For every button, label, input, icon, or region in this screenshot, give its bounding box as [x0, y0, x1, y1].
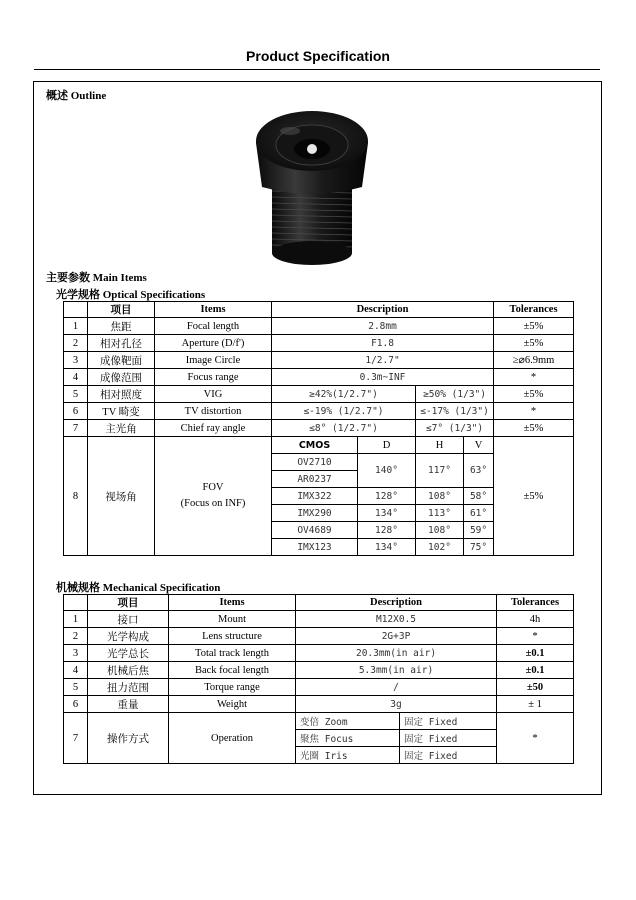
optical-spec-table: [63, 301, 574, 556]
fov-v-value: 61°: [464, 505, 494, 522]
row-tolerance: ±5%: [494, 335, 574, 352]
row-cn: 光学总长: [88, 645, 169, 662]
fov-h-value: 108°: [416, 522, 464, 539]
row-item: VIG: [155, 386, 272, 403]
row-number: 1: [64, 318, 88, 335]
header-items: Items: [169, 595, 296, 611]
row-description: 3g: [296, 696, 497, 713]
operation-value: 固定 Fixed: [400, 713, 497, 730]
operation-name: 变倍 Zoom: [296, 713, 400, 730]
row-number: 7: [64, 713, 88, 764]
row-item: Torque range: [169, 679, 296, 696]
fov-item-cell: [155, 437, 272, 556]
fov-sensor: OV2710: [272, 454, 358, 471]
row-tolerance: *: [497, 713, 574, 764]
table-header-row: [64, 595, 574, 611]
fov-sensor: IMX290: [272, 505, 358, 522]
fov-header-row: [64, 437, 574, 454]
table-row: [64, 679, 574, 696]
row-cn: 相对照度: [88, 386, 155, 403]
mechanical-heading: 机械规格 Mechanical Specification: [56, 582, 221, 594]
row-cn: 扭力范围: [88, 679, 169, 696]
row-cn: 机械后焦: [88, 662, 169, 679]
row-description: 1/2.7": [272, 352, 494, 369]
table-row: [64, 352, 574, 369]
row-item: Mount: [169, 611, 296, 628]
row-cn: 操作方式: [88, 713, 169, 764]
table-row: [64, 318, 574, 335]
fov-d-value: 128°: [358, 488, 416, 505]
row-number: 6: [64, 403, 88, 420]
row-number: 6: [64, 696, 88, 713]
row-tolerance: *: [494, 369, 574, 386]
table-row: [64, 386, 574, 403]
fov-sensor: AR0237: [272, 471, 358, 488]
table-row: [64, 403, 574, 420]
title-underline: [34, 69, 600, 70]
operation-name: 聚焦 Focus: [296, 730, 400, 747]
operation-name: 光圈 Iris: [296, 747, 400, 764]
row-description: F1.8: [272, 335, 494, 352]
row-number: 1: [64, 611, 88, 628]
header-description: Description: [296, 595, 497, 611]
fov-v-value: 58°: [464, 488, 494, 505]
row-description-right: ≤7° (1/3"): [416, 420, 494, 437]
row-item: Operation: [169, 713, 296, 764]
row-description: 20.3mm(in air): [296, 645, 497, 662]
header-cn: 项目: [88, 302, 155, 318]
row-description-right: ≥50% (1/3"): [416, 386, 494, 403]
header-cn: 项目: [88, 595, 169, 611]
row-number: 5: [64, 386, 88, 403]
table-row: [64, 645, 574, 662]
row-tolerance: *: [497, 628, 574, 645]
header-tolerances: Tolerances: [497, 595, 574, 611]
table-row: [64, 420, 574, 437]
row-tolerance: ±5%: [494, 437, 574, 556]
row-cn: 光学构成: [88, 628, 169, 645]
row-cn: 相对孔径: [88, 335, 155, 352]
fov-item-line2: (Focus on INF): [180, 498, 246, 509]
fov-v-value: 63°: [464, 454, 494, 488]
row-tolerance: *: [494, 403, 574, 420]
lens-product-image: [250, 101, 374, 267]
row-item: Weight: [169, 696, 296, 713]
row-number: 4: [64, 369, 88, 386]
fov-sensor: IMX123: [272, 539, 358, 556]
fov-col-h: H: [416, 437, 464, 454]
row-item: Focal length: [155, 318, 272, 335]
row-description: 5.3mm(in air): [296, 662, 497, 679]
fov-v-value: 75°: [464, 539, 494, 556]
row-tolerance: ±0.1: [497, 662, 574, 679]
row-number: 7: [64, 420, 88, 437]
optical-heading: 光学规格 Optical Specifications: [56, 289, 206, 301]
row-item: Back focal length: [169, 662, 296, 679]
table-header-row: [64, 302, 574, 318]
fov-h-value: 102°: [416, 539, 464, 556]
operation-row: [64, 713, 574, 730]
row-number: 4: [64, 662, 88, 679]
row-cn: 视场角: [88, 437, 155, 556]
row-description: 0.3m~INF: [272, 369, 494, 386]
row-tolerance: ≥⌀6.9mm: [494, 352, 574, 369]
fov-h-value: 108°: [416, 488, 464, 505]
row-cn: 重量: [88, 696, 169, 713]
fov-sensor: IMX322: [272, 488, 358, 505]
table-row: [64, 611, 574, 628]
row-item: Lens structure: [169, 628, 296, 645]
row-number: 3: [64, 352, 88, 369]
row-item: Image Circle: [155, 352, 272, 369]
fov-h-value: 117°: [416, 454, 464, 488]
fov-d-value: 140°: [358, 454, 416, 488]
row-cn: TV 畸变: [88, 403, 155, 420]
row-item: Aperture (D/f'): [155, 335, 272, 352]
fov-col-d: D: [358, 437, 416, 454]
header-tolerances: Tolerances: [494, 302, 574, 318]
row-cn: 接口: [88, 611, 169, 628]
fov-d-value: 128°: [358, 522, 416, 539]
fov-item-line1: FOV: [202, 482, 224, 493]
row-tolerance: ±5%: [494, 420, 574, 437]
row-number: 2: [64, 335, 88, 352]
fov-d-value: 134°: [358, 505, 416, 522]
row-cn: 焦距: [88, 318, 155, 335]
row-cn: 主光角: [88, 420, 155, 437]
table-row: [64, 335, 574, 352]
row-tolerance: ±50: [497, 679, 574, 696]
row-number: 5: [64, 679, 88, 696]
row-item: Total track length: [169, 645, 296, 662]
header-no: [64, 595, 88, 611]
row-item: Focus range: [155, 369, 272, 386]
fov-v-value: 59°: [464, 522, 494, 539]
row-item: TV distortion: [155, 403, 272, 420]
outline-heading: 概述 Outline: [46, 90, 107, 102]
row-cn: 成像范围: [88, 369, 155, 386]
operation-value: 固定 Fixed: [400, 730, 497, 747]
row-tolerance: ± 1: [497, 696, 574, 713]
page-title: Product Specification: [246, 48, 390, 64]
row-number: 2: [64, 628, 88, 645]
table-row: [64, 369, 574, 386]
header-items: Items: [155, 302, 272, 318]
row-description-right: ≤-17% (1/3"): [416, 403, 494, 420]
row-description-left: ≥42%(1/2.7"): [272, 386, 416, 403]
row-description-left: ≤-19% (1/2.7"): [272, 403, 416, 420]
row-description: /: [296, 679, 497, 696]
table-row: [64, 662, 574, 679]
header-no: [64, 302, 88, 318]
fov-col-cmos: CMOS: [272, 437, 358, 454]
row-tolerance: ±5%: [494, 386, 574, 403]
row-number: 3: [64, 645, 88, 662]
row-description: M12X0.5: [296, 611, 497, 628]
fov-h-value: 113°: [416, 505, 464, 522]
row-item: Chief ray angle: [155, 420, 272, 437]
row-tolerance: ±5%: [494, 318, 574, 335]
mechanical-spec-table: [63, 594, 574, 764]
header-description: Description: [272, 302, 494, 318]
fov-sensor: OV4689: [272, 522, 358, 539]
row-tolerance: 4h: [497, 611, 574, 628]
main-items-heading: 主要参数 Main Items: [46, 272, 147, 284]
operation-value: 固定 Fixed: [400, 747, 497, 764]
row-tolerance: ±0.1: [497, 645, 574, 662]
row-description: 2.8mm: [272, 318, 494, 335]
row-description-left: ≤8° (1/2.7"): [272, 420, 416, 437]
table-row: [64, 628, 574, 645]
fov-d-value: 134°: [358, 539, 416, 556]
fov-col-v: V: [464, 437, 494, 454]
row-number: 8: [64, 437, 88, 556]
row-description: 2G+3P: [296, 628, 497, 645]
row-cn: 成像靶面: [88, 352, 155, 369]
table-row: [64, 696, 574, 713]
